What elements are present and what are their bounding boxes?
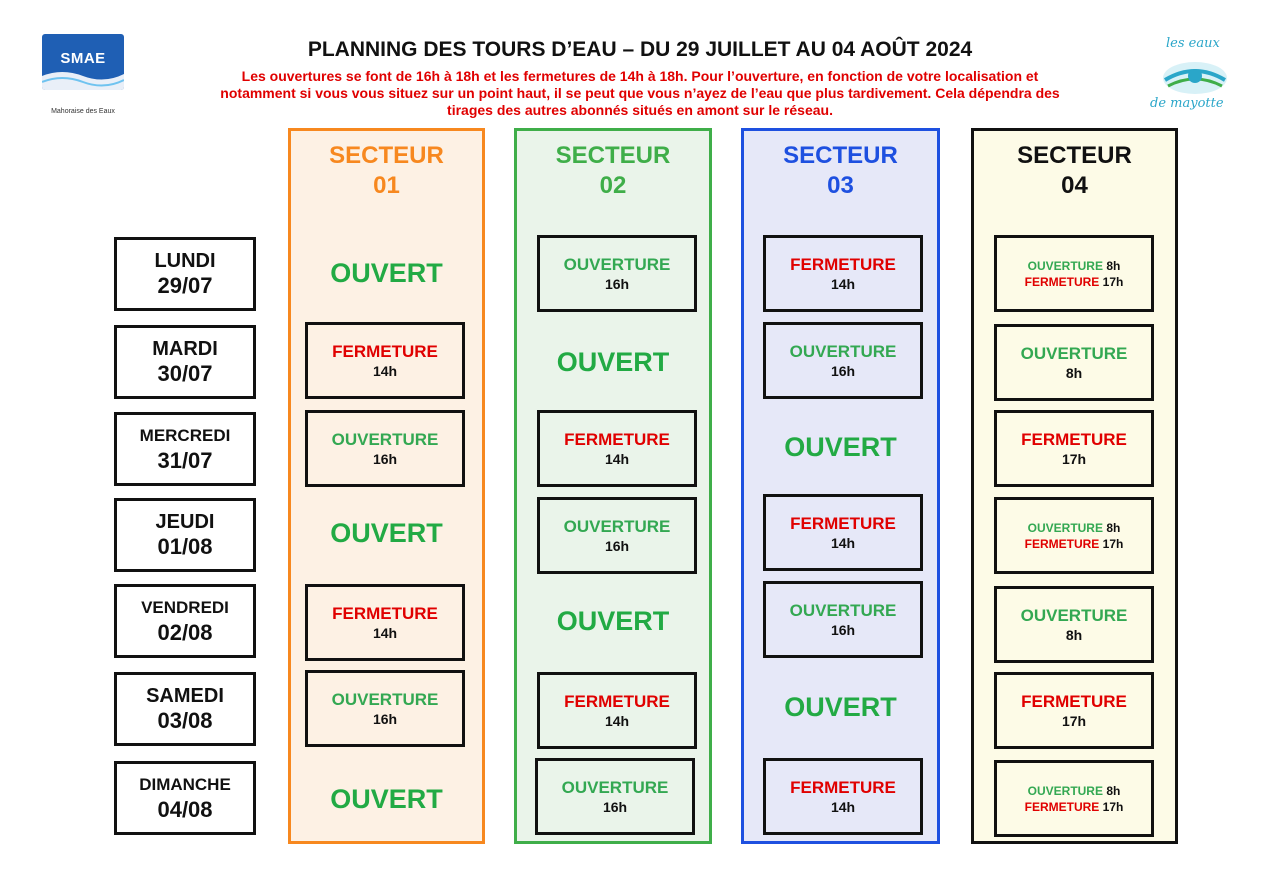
status-closing xyxy=(994,672,1154,749)
day-name: MERCREDI xyxy=(139,426,231,445)
day-sunday xyxy=(114,761,256,835)
status-time: 16h xyxy=(830,621,856,638)
status-time: 16h xyxy=(602,798,628,815)
status-time: 14h xyxy=(604,712,630,729)
status-time: 17h xyxy=(1061,450,1087,467)
subtitle-line: Les ouvertures se font de 16h à 18h et les fermetures de 14h à 18h. Pour l’ouverture, en fonction de votre localisation et xyxy=(241,68,1039,84)
page-subtitle xyxy=(150,68,1130,119)
status-open: OUVERT xyxy=(556,347,670,377)
status-time: 16h xyxy=(830,362,856,379)
status-time: 14h xyxy=(604,450,630,467)
status-open: OUVERT xyxy=(330,518,443,548)
smae-tagline: Mahoraise des Eaux xyxy=(51,108,115,115)
status-opening xyxy=(994,324,1154,401)
status-time: 17h xyxy=(1102,536,1124,551)
day-name: MARDI xyxy=(152,338,218,360)
day-date: 03/08 xyxy=(157,708,213,733)
sector-04-title xyxy=(974,141,1175,201)
status-time: 8h xyxy=(1065,626,1083,643)
status-label: OUVERTURE xyxy=(789,600,897,620)
status-opening xyxy=(305,670,465,747)
status-label: OUVERTURE xyxy=(331,429,439,449)
day-wednesday xyxy=(114,412,256,486)
status-time: 8h xyxy=(1106,783,1121,798)
status-label: FERMETURE xyxy=(332,341,438,361)
status-closing xyxy=(994,410,1154,487)
day-friday xyxy=(114,584,256,658)
smae-logo-text: SMAE xyxy=(60,50,106,67)
sector-label: SECTEUR xyxy=(555,142,671,169)
status-label: FERMETURE xyxy=(790,777,896,797)
status-label: FERMETURE xyxy=(790,513,896,533)
status-time: 16h xyxy=(372,710,398,727)
status-label: FERMETURE xyxy=(332,603,438,623)
status-opening xyxy=(763,322,923,399)
status-label: OUVERTURE xyxy=(1020,605,1128,625)
subtitle-line: tirages des autres abonnés situés en amont sur le réseau. xyxy=(447,102,833,118)
status-time: 14h xyxy=(372,362,398,379)
eaux-logo-line2: de mayotte xyxy=(1150,96,1224,111)
status-closing xyxy=(763,758,923,835)
status-time: 16h xyxy=(604,275,630,292)
status-open: OUVERT xyxy=(330,784,443,814)
status-opening-closing xyxy=(994,497,1154,574)
status-open: OUVERT xyxy=(556,606,670,636)
sector-label: SECTEUR xyxy=(1017,142,1132,169)
status-opening xyxy=(537,497,697,574)
subtitle-line: notamment si vous vous situez sur un point haut, il se peut que vous n’ayez de l’eau que plus tardivement. Cela dépendra des xyxy=(220,85,1060,101)
day-date: 04/08 xyxy=(157,797,213,822)
status-closing xyxy=(305,322,465,399)
status-time: 14h xyxy=(830,275,856,292)
day-date: 30/07 xyxy=(157,361,213,386)
status-opening-closing xyxy=(994,235,1154,312)
sector-number: 04 xyxy=(1061,172,1088,199)
status-time: 17h xyxy=(1102,274,1124,289)
status-label: OUVERTURE xyxy=(561,777,669,797)
day-date: 01/08 xyxy=(157,534,213,559)
status-label: OUVERTURE xyxy=(563,516,671,536)
status-label: FERMETURE xyxy=(564,691,670,711)
status-closing xyxy=(537,672,697,749)
status-label: OUVERTURE xyxy=(789,341,897,361)
status-opening xyxy=(537,235,697,312)
status-open: OUVERT xyxy=(784,432,897,462)
day-name: LUNDI xyxy=(154,250,216,272)
day-name: DIMANCHE xyxy=(139,775,231,794)
status-closing xyxy=(763,235,923,312)
status-opening xyxy=(994,586,1154,663)
day-tuesday xyxy=(114,325,256,399)
status-label: FERMETURE xyxy=(1021,429,1127,449)
day-date: 31/07 xyxy=(157,448,213,473)
status-opening xyxy=(305,410,465,487)
status-label: OUVERTURE xyxy=(1027,520,1103,535)
status-closing xyxy=(537,410,697,487)
sector-number: 01 xyxy=(373,172,400,199)
sector-label: SECTEUR xyxy=(783,142,898,169)
day-date: 29/07 xyxy=(157,273,213,298)
status-time: 16h xyxy=(604,537,630,554)
day-name: SAMEDI xyxy=(146,685,224,707)
status-opening xyxy=(535,758,695,835)
status-label: FERMETURE xyxy=(1021,691,1127,711)
status-label: OUVERTURE xyxy=(1020,343,1128,363)
status-time: 14h xyxy=(830,534,856,551)
sector-number: 02 xyxy=(599,172,627,199)
status-time: 14h xyxy=(372,624,398,641)
status-open: OUVERT xyxy=(330,258,443,288)
status-label: FERMETURE xyxy=(564,429,670,449)
status-label: FERMETURE xyxy=(1024,274,1100,289)
day-monday xyxy=(114,237,256,311)
sector-01-title xyxy=(291,141,482,201)
status-time: 17h xyxy=(1102,799,1124,814)
status-label: FERMETURE xyxy=(1024,536,1100,551)
day-name: VENDREDI xyxy=(141,598,229,617)
status-closing xyxy=(763,494,923,571)
sector-label: SECTEUR xyxy=(329,142,444,169)
status-time: 16h xyxy=(372,450,398,467)
status-label: FERMETURE xyxy=(1024,799,1100,814)
status-time: 8h xyxy=(1106,520,1121,535)
day-thursday xyxy=(114,498,256,572)
sector-03-title xyxy=(744,141,937,201)
status-label: OUVERTURE xyxy=(331,689,439,709)
status-label: OUVERTURE xyxy=(563,254,671,274)
status-label: OUVERTURE xyxy=(1027,783,1103,798)
status-time: 17h xyxy=(1061,712,1087,729)
status-label: OUVERTURE xyxy=(1027,258,1103,273)
status-opening-closing xyxy=(994,760,1154,837)
page-title: PLANNING DES TOURS D’EAU – DU 29 JUILLET AU 04 AOÛT 2024 xyxy=(307,38,973,61)
status-time: 14h xyxy=(830,798,856,815)
status-open: OUVERT xyxy=(784,692,897,722)
status-closing xyxy=(305,584,465,661)
sector-02-title xyxy=(517,141,709,201)
eaux-logo-line1: les eaux xyxy=(1166,36,1220,51)
day-date: 02/08 xyxy=(157,620,213,645)
status-opening xyxy=(763,581,923,658)
day-saturday xyxy=(114,672,256,746)
status-label: FERMETURE xyxy=(790,254,896,274)
status-time: 8h xyxy=(1065,364,1083,381)
status-time: 8h xyxy=(1106,258,1121,273)
day-name: JEUDI xyxy=(155,511,215,533)
sector-number: 03 xyxy=(827,172,854,199)
